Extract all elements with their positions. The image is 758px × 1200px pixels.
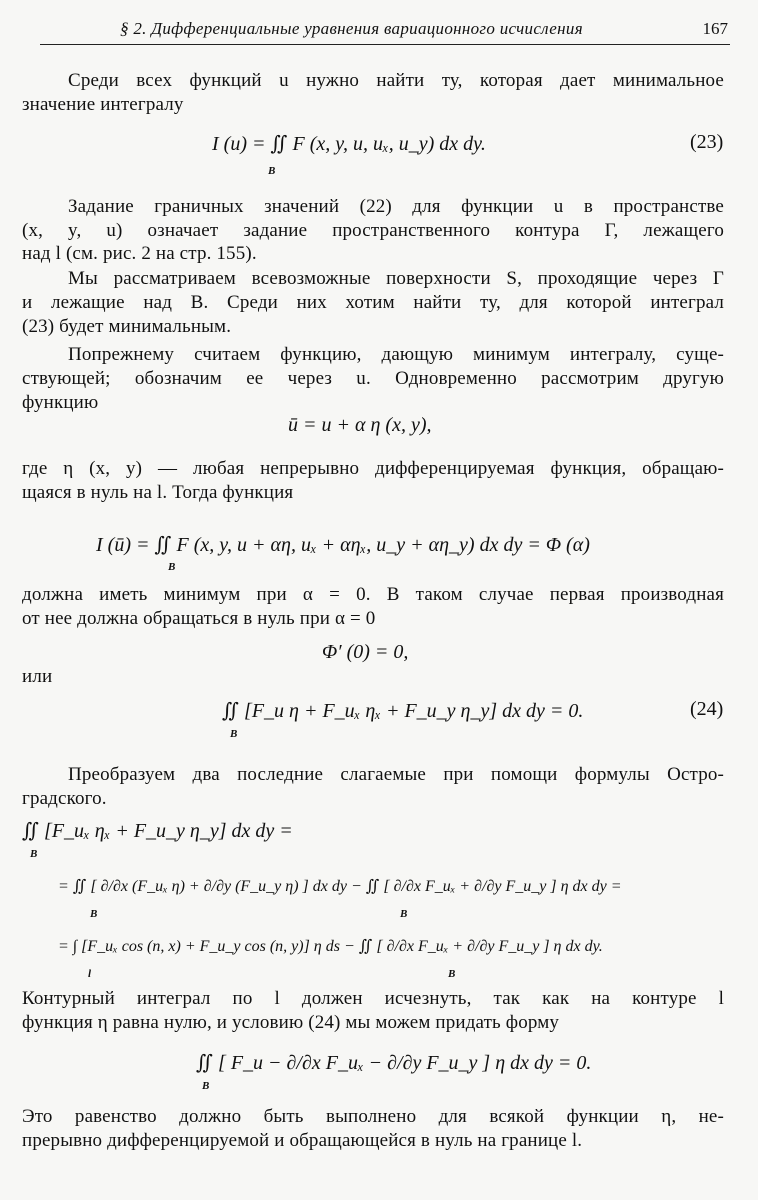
integral-domain: B	[268, 165, 276, 177]
integral-domain: B	[400, 908, 408, 920]
integral-domain: B	[448, 968, 456, 980]
text-line: Задание граничных значений (22) для функции u в пространстве	[68, 196, 724, 217]
text-line: над l (см. рис. 2 на стр. 155).	[22, 243, 257, 264]
equation-phi-zero: Φ′ (0) = 0,	[322, 641, 409, 663]
equation-final: ∬ [ F_u − ∂/∂x F_uₓ − ∂/∂y F_u_y ] η dx dy = 0.	[196, 1052, 592, 1074]
equation-24: ∬ [F_u η + F_uₓ ηₓ + F_u_y η_y] dx dy = 0.	[222, 700, 584, 722]
text-line: Попрежнему считаем функцию, дающую минимум интегралу, суще-	[68, 344, 724, 365]
equation-number: (24)	[690, 698, 724, 720]
text-line: Преобразуем два последние слагаемые при помощи формулы Остро-	[68, 764, 724, 785]
text-line: функция η равна нулю, и условию (24) мы можем придать форму	[22, 1012, 560, 1033]
text-line: прерывно дифференцируемой и обращающейся в нуль на границе l.	[22, 1130, 583, 1151]
text-line: (x, y, u) означает задание пространственного контура Γ, лежащего	[22, 220, 724, 241]
text-line: Мы рассматриваем всевозможные поверхности S, проходящие через Γ	[68, 268, 724, 289]
integral-domain: B	[202, 1080, 210, 1092]
text-line: Среди всех функций u нужно найти ту, которая дает минимальное	[68, 70, 724, 91]
equation-green-3: = ∫ [F_uₓ cos (n, x) + F_u_y cos (n, y)] η ds − ∬ [ ∂/∂x F_uₓ + ∂/∂y F_u_y ] η dx dy.	[58, 938, 603, 955]
integral-domain: B	[230, 728, 238, 740]
text-line: ствующей; обозначим ее через u. Одновременно рассмотрим другую	[22, 368, 724, 389]
equation-ubar: ū = u + α η (x, y),	[288, 414, 432, 436]
integral-domain: B	[90, 908, 98, 920]
running-head: § 2. Дифференциальные уравнения вариационного исчисления	[120, 19, 583, 38]
page-header	[40, 14, 730, 45]
text-line: или	[22, 666, 53, 687]
equation-green-1: ∬ [F_uₓ ηₓ + F_u_y η_y] dx dy =	[22, 820, 293, 842]
text-line: (23) будет минимальным.	[22, 316, 232, 337]
text-line: градского.	[22, 788, 107, 809]
text-line: и лежащие над B. Среди них хотим найти ту, для которой интеграл	[22, 292, 724, 313]
integral-domain: B	[168, 561, 176, 573]
integral-domain: l	[88, 968, 92, 980]
page-number: 167	[702, 19, 728, 38]
text-line: Это равенство должно быть выполнено для всякой функции η, не-	[22, 1106, 724, 1127]
equation-number: (23)	[690, 131, 724, 153]
text-line: функцию	[22, 392, 99, 413]
text-line: Контурный интеграл по l должен исчезнуть, так как на контуре l	[22, 988, 724, 1009]
text-line: щаяся в нуль на l. Тогда функция	[22, 482, 294, 503]
text-line: значение интегралу	[22, 94, 184, 115]
text-line: где η (x, y) — любая непрерывно дифференцируемая функция, обращаю-	[22, 458, 724, 479]
equation-phi: I (ū) = ∬ F (x, y, u + αη, uₓ + αηₓ, u_y + αη_y) dx dy = Φ (α)	[96, 534, 590, 556]
text-line: должна иметь минимум при α = 0. В таком случае первая производная	[22, 584, 724, 605]
equation-23: I (u) = ∬ F (x, y, u, uₓ, u_y) dx dy.	[212, 133, 486, 155]
integral-domain: B	[30, 848, 38, 860]
equation-green-2: = ∬ [ ∂/∂x (F_uₓ η) + ∂/∂y (F_u_y η) ] dx dy − ∬ [ ∂/∂x F_uₓ + ∂/∂y F_u_y ] η dx dy =	[58, 878, 622, 895]
text-line: от нее должна обращаться в нуль при α = 0	[22, 608, 376, 629]
